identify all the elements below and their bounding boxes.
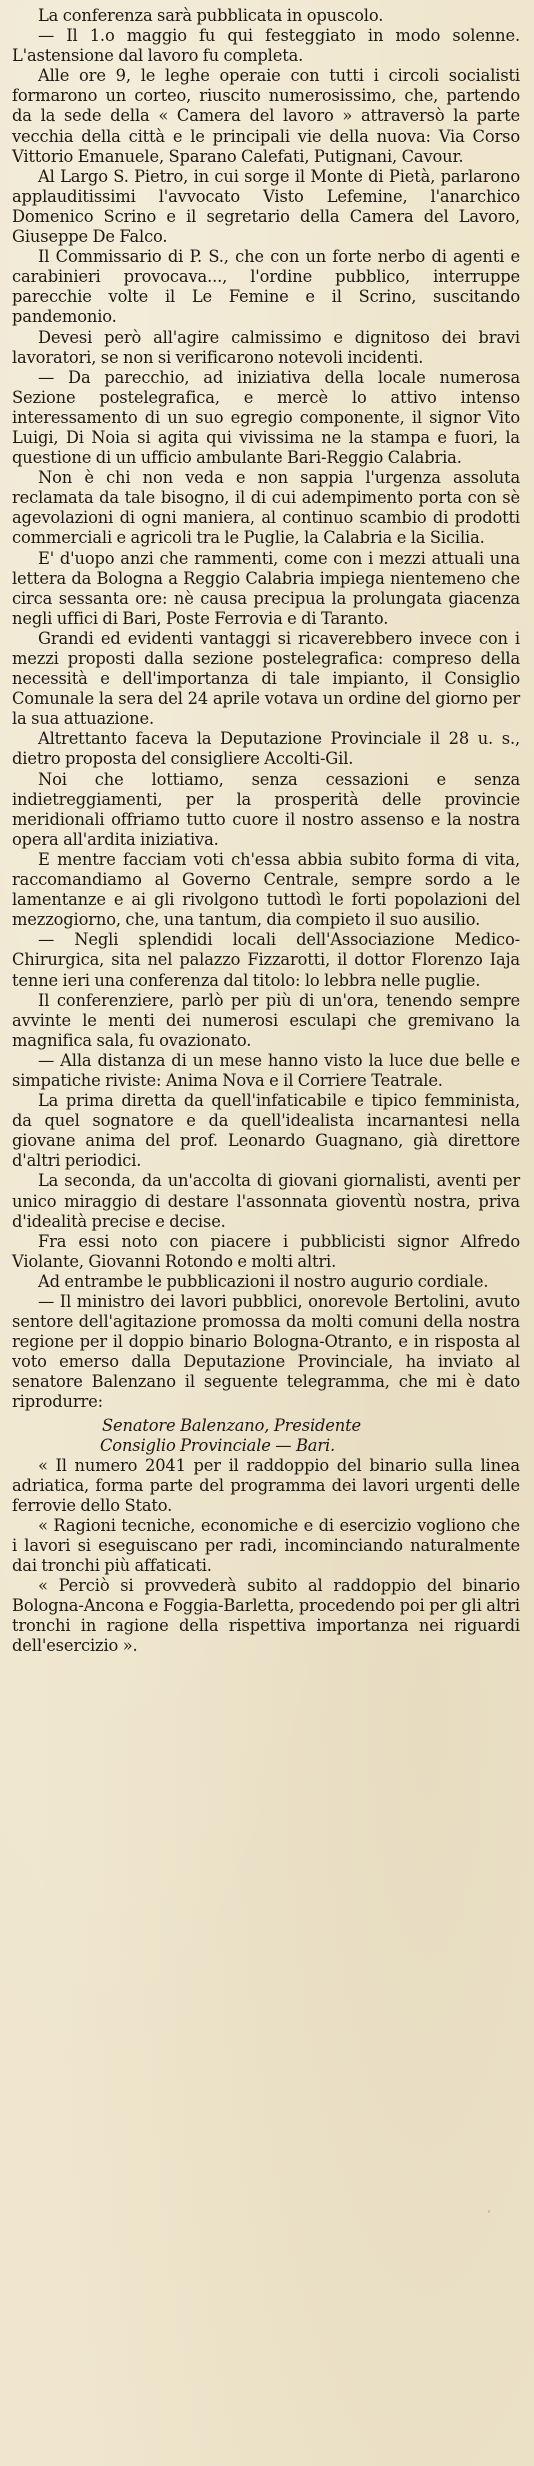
- article-paragraph: Altrettanto faceva la Deputazione Provinciale il 28 u. s., dietro proposta del consigliere Accolti-Gil.: [12, 729, 520, 769]
- article-paragraph: Al Largo S. Pietro, in cui sorge il Monte di Pietà, parlarono applauditissimi l'avvocato Visto Lefemine, l'anarchico Domenico Scrino e il segretario della Camera del Lavoro, Giuseppe De Falco.: [12, 166, 520, 247]
- article-paragraph: Non è chi non veda e non sappia l'urgenza assoluta reclamata da tale bisogno, il di cui adempimento porta con sè agevolazioni di ogni maniera, al continuo scambio di prodotti commerciali e agricoli tra le Puglie, la Calabria e la Sicilia.: [12, 468, 520, 548]
- article-paragraph: Fra essi noto con piacere i pubblicisti signor Alfredo Violante, Giovanni Rotondo e molti altri.: [12, 1231, 520, 1271]
- article-paragraph: Il conferenziere, parlò per più di un'ora, tenendo sempre avvinte le menti dei numerosi esculapi che gremivano la magnifica sala, fu ovazionato.: [12, 990, 520, 1050]
- article-paragraph: Il Commissario di P. S., che con un forte nerbo di agenti e carabinieri provocava..., l'ordine pubblico, interruppe parecchie volte il Le Femine e il Scrino, suscitando pandemonio.: [12, 247, 520, 327]
- telegram-byline: [12, 1416, 520, 1456]
- article-paragraph: La seconda, da un'accolta di giovani giornalisti, aventi per unico miraggio di destare l'assonnata gioventù nostra, priva d'idealità precise e decise.: [12, 1171, 520, 1231]
- article-paragraph: Devesi però all'agire calmissimo e dignitoso dei bravi lavoratori, se non si verificarono notevoli incidenti.: [12, 327, 520, 367]
- telegram-addressee: Senatore Balenzano, Presidente: [102, 1415, 361, 1435]
- article-paragraph: — Alla distanza di un mese hanno visto la luce due belle e simpatiche riviste: Anima Nova e il Corriere Teatrale.: [12, 1050, 520, 1090]
- article-paragraph: Ad entrambe le pubblicazioni il nostro augurio cordiale.: [38, 1271, 489, 1291]
- article-paragraph: Alle ore 9, le leghe operaie con tutti i circoli socialisti formarono un corteo, riuscito numerosissimo, che, partendo da la sede della « Camera del lavoro » attraversò la parte vecchia della città e le principali vie della nuova: Via Corso Vittorio Emanuele, Sparano Calefati, Putignani, Cavour.: [12, 66, 520, 166]
- article-paragraph: — Da parecchio, ad iniziativa della locale numerosa Sezione postelegrafica, e mercè lo attivo intenso interessamento di un suo egregio componente, il signor Vito Luigi, Di Noia si agita qui vivissima ne la stampa e fuori, la questione di un ufficio ambulante Bari-Reggio Calabria.: [12, 367, 520, 468]
- article-paragraph: La conferenza sarà pubblicata in opuscolo.: [38, 6, 384, 25]
- article-paragraph: — Il ministro dei lavori pubblici, onorevole Bertolini, avuto sentore dell'agitazione promossa da molti comuni della nostra regione per il doppio binario Bologna-Otranto, e in risposta al voto emerso dalla Deputazione Provinciale, ha inviato al senatore Balenzano il seguente telegramma, che mi è dato riprodurre:: [12, 1292, 520, 1412]
- ink-speck: [488, 2210, 490, 2213]
- article-paragraph: Grandi ed evidenti vantaggi si ricaverebbero invece con i mezzi proposti dalla sezione postelegrafica: compreso della necessità e dell'importanza di tale impianto, il Consiglio Comunale la sera del 24 aprile votava un ordine del giorno per la sua attuazione.: [12, 628, 520, 729]
- telegram-paragraph: « Ragioni tecniche, economiche e di esercizio vogliono che i lavori si eseguiscano per radi, incominciando naturalmente dai tronchi più affaticati.: [12, 1515, 520, 1576]
- article-paragraph: — Negli splendidi locali dell'Associazione Medico-Chirurgica, sita nel palazzo Fizzarotti, il dottor Florenzo Iaja tenne ieri una conferenza dal titolo: lo lebbra nelle puglie.: [12, 930, 520, 990]
- article-paragraph: E' d'uopo anzi che rammenti, come con i mezzi attuali una lettera da Bologna a Reggio Calabria impiega nientemeno che circa sessanta ore: nè causa precipua la prolungata giacenza negli uffici di Bari, Poste Ferrovia e di Taranto.: [12, 548, 520, 628]
- telegram-paragraph: « Il numero 2041 per il raddoppio del binario sulla linea adriatica, forma parte del programma dei lavori urgenti delle ferrovie dello Stato.: [12, 1455, 520, 1515]
- article-paragraph: Noi che lottiamo, senza cessazioni e senza indietreggiamenti, per la prosperità delle provincie meridionali offriamo tutto cuore il nostro assenso e la nostra opera all'ardita iniziativa.: [12, 769, 520, 849]
- article-paragraph: — Il 1.o maggio fu qui festeggiato in modo solenne. L'astensione dal lavoro fu completa.: [12, 26, 520, 66]
- article-paragraph: La prima diretta da quell'infaticabile e tipico femminista, da quel sognatore e da quell'idealista incarnantesi nella giovane anima del prof. Leonardo Guagnano, già direttore d'altri periodici.: [12, 1091, 520, 1171]
- telegram-council: Consiglio Provinciale — Bari.: [100, 1435, 336, 1455]
- telegram-paragraph: « Perciò si provvederà subito al raddoppio del binario Bologna-Ancona e Foggia-Barletta, procedendo poi per gli altri tronchi in ragione della rispettiva importanza nei riguardi dell'esercizio ».: [12, 1576, 520, 1656]
- article-paragraph: E mentre facciam voti ch'essa abbia subito forma di vita, raccomandiamo al Governo Centrale, sempre sordo a le lamentanze e ai gli rivolgono tuttodì le forti popolazioni del mezzogiorno, che, una tantum, dia compieto il suo ausilio.: [12, 849, 520, 930]
